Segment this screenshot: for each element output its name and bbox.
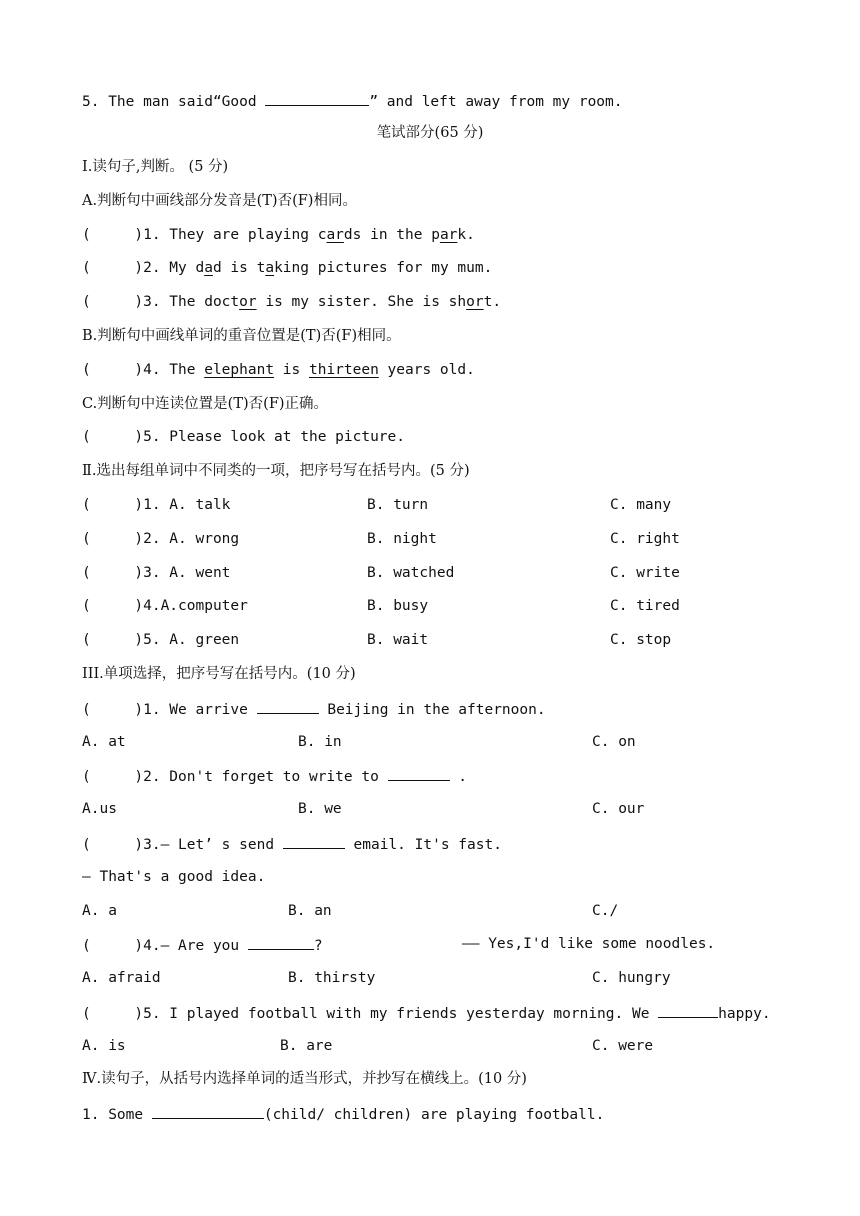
answer-blank bbox=[152, 1103, 264, 1119]
sec2-row-4: ( )4.A.computer B. busy C. tired bbox=[82, 598, 680, 614]
sec3-options-2: A.us B. we C. our bbox=[82, 801, 645, 817]
answer-blank bbox=[265, 90, 369, 106]
sec3-options-1: A. at B. in C. on bbox=[82, 734, 636, 750]
sec2-row-2: ( )2. A. wrong B. night C. right bbox=[82, 531, 680, 547]
section-1c-heading: C.判断句中连读位置是(T)否(F)正确。 bbox=[82, 396, 329, 412]
question-5-top: 5. The man said“Good ” and left away from my room. bbox=[82, 90, 623, 112]
sec1-item-2: ( )2. My dad is taking pictures for my mum. bbox=[82, 260, 493, 276]
sec3-question-2: ( )2. Don't forget to write to . bbox=[82, 765, 467, 787]
sec4-question-1: 1. Some (child/ children) are playing football. bbox=[82, 1103, 604, 1125]
section-1b-heading: B.判断句中画线单词的重音位置是(T)否(F)相同。 bbox=[82, 328, 401, 344]
answer-blank bbox=[257, 698, 319, 714]
sec2-row-3: ( )3. A. went B. watched C. write bbox=[82, 565, 680, 581]
answer-blank bbox=[283, 833, 345, 849]
sec1-item-4: ( )4. The elephant is thirteen years old. bbox=[82, 362, 475, 378]
section-3-title: III.单项选择，把序号写在括号内。(10 分) bbox=[82, 666, 356, 682]
sec3-question-5: ( )5. I played football with my friends yesterday morning. We happy. bbox=[82, 1002, 771, 1024]
sec2-row-1: ( )1. A. talk B. turn C. many bbox=[82, 497, 672, 513]
answer-blank bbox=[658, 1002, 718, 1018]
sec3-question-1: ( )1. We arrive Beijing in the afternoon. bbox=[82, 698, 546, 720]
sec1-item-3: ( )3. The doctor is my sister. She is short. bbox=[82, 294, 502, 310]
sec3-question-3: ( )3.— Let’ s send email. It's fast. bbox=[82, 833, 502, 855]
answer-blank bbox=[388, 765, 450, 781]
section-1-title: Ⅰ.读句子,判断。 (5 分) bbox=[82, 159, 229, 175]
sec1-item-1: ( )1. They are playing cards in the park. bbox=[82, 227, 475, 243]
sec1-item-5: ( )5. Please look at the picture. bbox=[82, 429, 406, 445]
sec3-options-4: A. afraid B. thirsty C. hungry bbox=[82, 970, 671, 986]
sec3-reply-3: — That's a good idea. bbox=[82, 869, 266, 885]
section-1a-heading: A.判断句中画线部分发音是(T)否(F)相同。 bbox=[82, 193, 357, 209]
answer-blank bbox=[248, 934, 314, 950]
sec3-options-5: A. is B. are C. were bbox=[82, 1038, 654, 1054]
section-4-title: Ⅳ.读句子，从括号内选择单词的适当形式，并抄写在横线上。(10 分) bbox=[82, 1071, 527, 1087]
sec2-row-5: ( )5. A. green B. wait C. stop bbox=[82, 632, 672, 648]
written-section-title: 笔试部分(65 分) bbox=[376, 125, 484, 141]
sec3-question-4: ( )4.— Are you ? —— Yes,I'd like some noodles. bbox=[82, 936, 716, 954]
sec3-options-3: A. a B. an C./ bbox=[82, 903, 619, 919]
section-2-title: Ⅱ.选出每组单词中不同类的一项，把序号写在括号内。(5 分) bbox=[82, 463, 470, 479]
